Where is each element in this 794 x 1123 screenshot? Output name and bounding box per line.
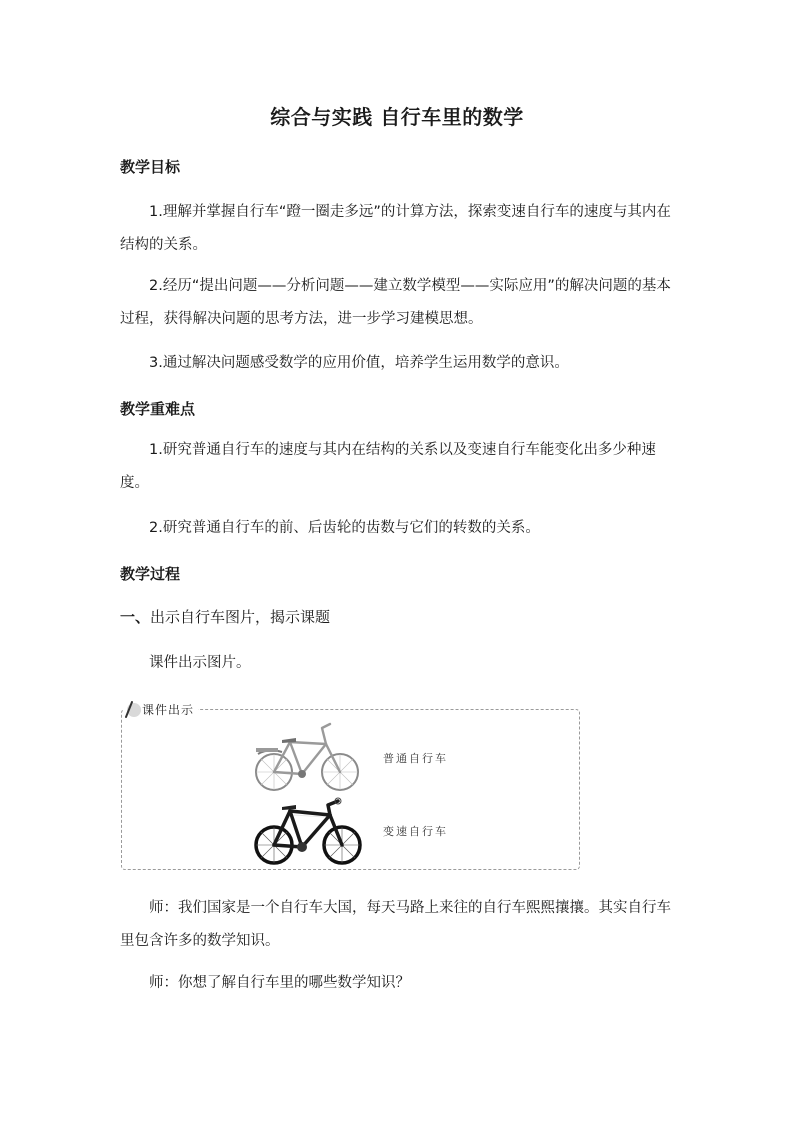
- step1-heading: [120, 606, 330, 628]
- step1-title: 出示自行车图片，揭示课题: [150, 608, 331, 626]
- key-point-item-2: 2.研究普通自行车的前、后齿轮的齿数与它们的转数的关系。: [149, 520, 540, 536]
- key-points-heading: 教学重难点: [120, 400, 196, 418]
- objective-item-2: 2.经历“提出问题——分析问题——建立数学模型——实际应用”的解决问题的基本过程，获得解决问题的思考方法，进一步学习建模思想。: [120, 278, 671, 327]
- courseware-tag: [123, 698, 198, 720]
- objective-item-3: 3.通过解决问题感受数学的应用价值，培养学生运用数学的意识。: [149, 355, 569, 371]
- variable-speed-bicycle-label: 变速自行车: [383, 825, 448, 838]
- objectives-heading: 教学目标: [120, 158, 181, 176]
- courseware-icon: [123, 699, 141, 719]
- teacher-dialog-1: 师：我们国家是一个自行车大国，每天马路上来往的自行车熙熙攘攘。其实自行车里包含许多的数学知识。: [120, 900, 671, 949]
- key-point-item-1: 1.研究普通自行车的速度与其内在结构的关系以及变速自行车能变化出多少种速度。: [120, 442, 656, 491]
- intro-line: 课件出示图片。: [149, 655, 251, 671]
- page-title: 综合与实践 自行车里的数学: [270, 105, 524, 129]
- process-heading: 教学过程: [120, 565, 181, 583]
- variable-speed-bicycle-image: [252, 797, 364, 867]
- step1-number: 一、: [120, 608, 151, 626]
- courseware-tag-label: 课件出示: [142, 702, 195, 717]
- teacher-dialog-2: 师：你想了解自行车里的哪些数学知识？: [149, 975, 410, 991]
- ordinary-bicycle-image: [252, 718, 364, 794]
- objective-item-1: 1.理解并掌握自行车“蹬一圈走多远”的计算方法，探索变速自行车的速度与其内在结构的关系。: [120, 204, 671, 253]
- ordinary-bicycle-label: 普通自行车: [383, 752, 448, 765]
